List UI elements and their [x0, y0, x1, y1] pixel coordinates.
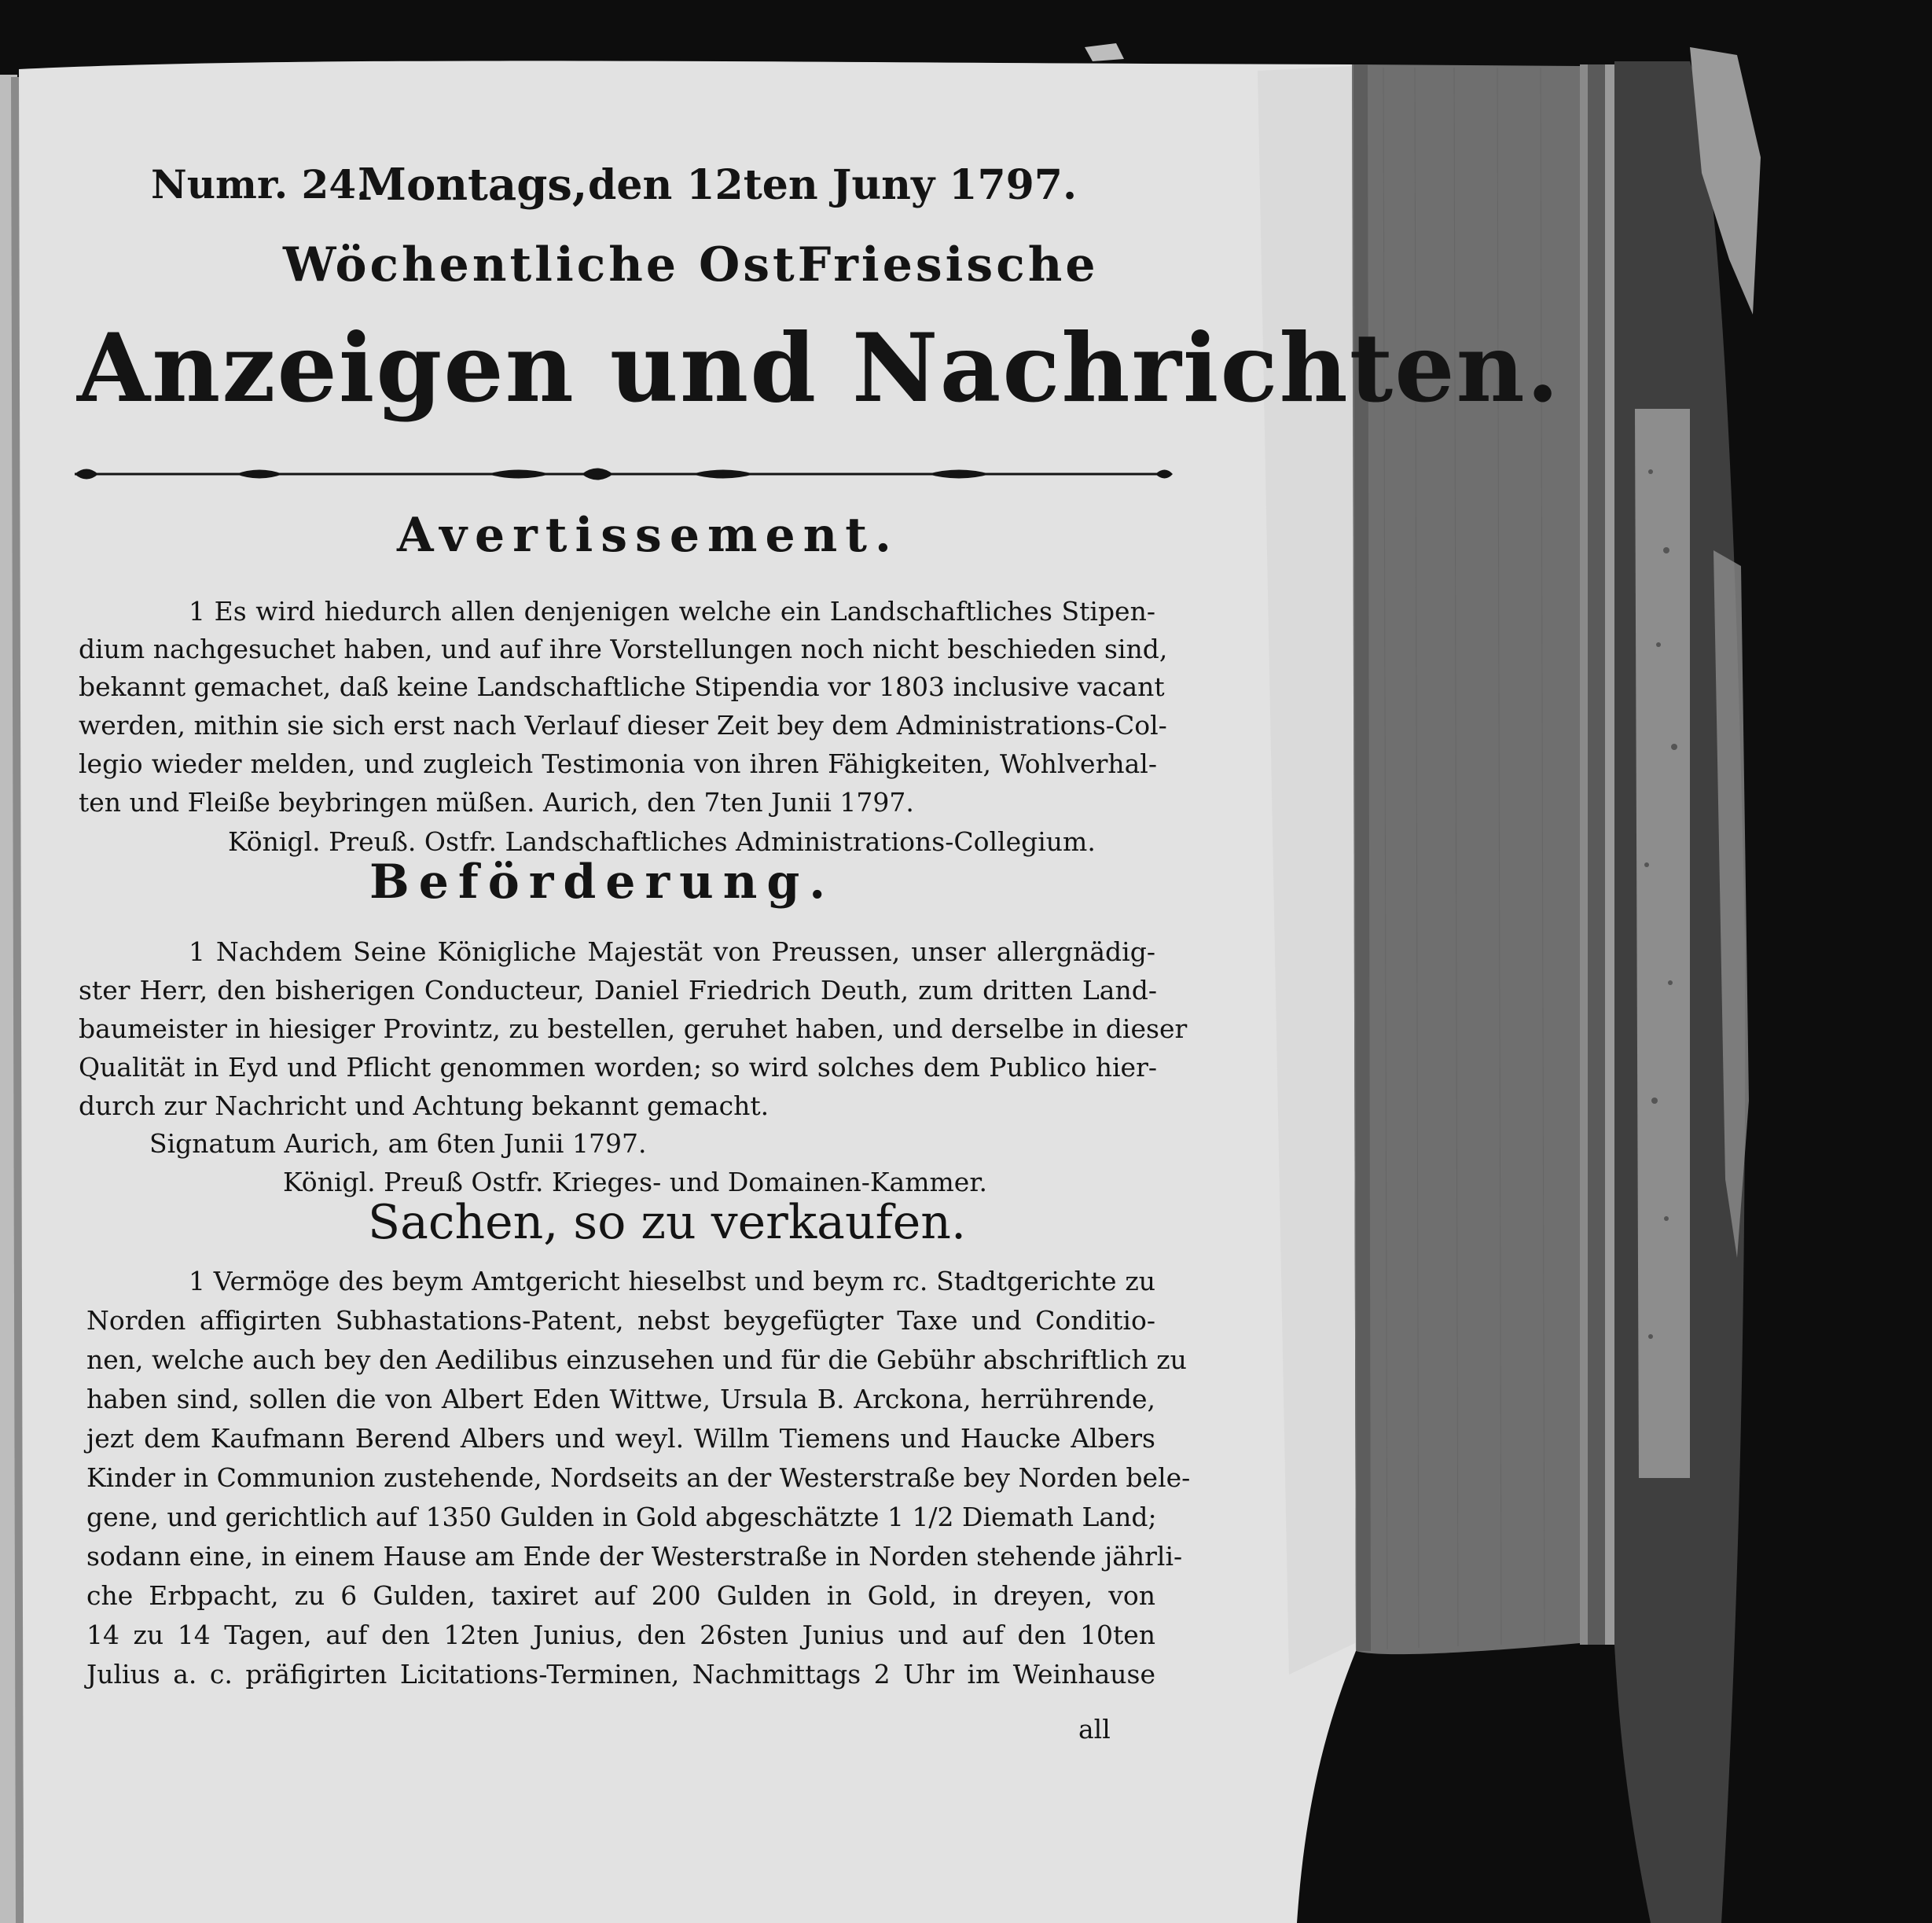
text-line: dium nachgesuchet haben, und auf ihre Vorstellungen noch nicht beschieden sind, — [79, 634, 1168, 664]
text-line: Kinder in Communion zustehende, Nordseits an der Westerstraße bey Norden bele- — [86, 1462, 1191, 1493]
signature-line: Königl. Preuß. Ostfr. Landschaftliches Administrations-Collegium. — [228, 826, 1096, 857]
masthead-line-2: Anzeigen und Nachrichten. — [77, 313, 1561, 424]
text-line: legio wieder melden, und zugleich Testimonia von ihren Fähigkeiten, Wohlverhal- — [79, 748, 1157, 779]
text-line: gene, und gerichtlich auf 1350 Gulden in Gold abgeschätzte 1 1/2 Diemath Land; — [86, 1502, 1157, 1532]
text-line: 1 Nachdem Seine Königliche Majestät von Preussen, unser allergnädig- — [189, 936, 1155, 967]
place-date-line: Signatum Aurich, am 6ten Junii 1797. — [149, 1128, 647, 1159]
text-line: nen, welche auch bey den Aedilibus einzusehen und für die Gebühr abschriftlich zu — [86, 1344, 1187, 1375]
text-line: 1 Es wird hiedurch allen denjenigen welche ein Landschaftliches Stipen- — [189, 596, 1155, 627]
text-line: Qualität in Eyd und Pflicht genommen worden; so wird solches dem Publico hier- — [79, 1052, 1157, 1083]
text-line: Julius a. c. präfigirten Licitations-Terminen, Nachmittags 2 Uhr im Weinhause — [86, 1659, 1155, 1690]
text-line: ten und Fleiße beybringen müßen. Aurich, den 7ten Junii 1797. — [79, 787, 914, 818]
catchword: all — [1078, 1714, 1111, 1745]
section-heading-avertissement: Avertissement. — [397, 508, 899, 563]
text-line: ster Herr, den bisherigen Conducteur, Daniel Friedrich Deuth, zum dritten Land- — [79, 975, 1157, 1006]
text-line: jezt dem Kaufmann Berend Albers und weyl. Willm Tiemens und Haucke Albers — [86, 1423, 1155, 1454]
text-line: werden, mithin sie sich erst nach Verlauf dieser Zeit bey dem Administrations-Col- — [79, 710, 1167, 741]
masthead-line-1: Wöchentliche OstFriesische — [283, 237, 1099, 292]
issue-weekday: Montags, — [358, 159, 588, 211]
issue-number: Numr. 24. — [151, 161, 370, 208]
text-line: Norden affigirten Subhastations-Patent, nebst beygefügter Taxe und Conditio- — [86, 1305, 1155, 1336]
signature-line: Königl. Preuß Ostfr. Krieges- und Domainen-Kammer. — [283, 1167, 987, 1197]
text-line: 1 Vermöge des beym Amtgericht hieselbst und beym rc. Stadtgerichte zu — [189, 1266, 1155, 1296]
text-line: bekannt gemachet, daß keine Landschaftliche Stipendia vor 1803 inclusive vacant — [79, 671, 1165, 702]
issue-date: den 12ten Juny 1797. — [588, 161, 1078, 209]
section-heading-sachen: Sachen, so zu verkaufen. — [368, 1195, 967, 1250]
text-line: che Erbpacht, zu 6 Gulden, taxiret auf 200 Gulden in Gold, in dreyen, von — [86, 1580, 1155, 1611]
text-line: haben sind, sollen die von Albert Eden Wittwe, Ursula B. Arckona, herrührende, — [86, 1384, 1155, 1414]
text-line: baumeister in hiesiger Provintz, zu bestellen, geruhet haben, und derselbe in dieser — [79, 1013, 1188, 1044]
section-heading-befoerderung: Beförderung. — [369, 855, 836, 910]
text-line: durch zur Nachricht und Achtung bekannt gemacht. — [79, 1090, 769, 1121]
text-line: 14 zu 14 Tagen, auf den 12ten Junius, den 26sten Junius und auf den 10ten — [86, 1620, 1155, 1650]
text-line: sodann eine, in einem Hause am Ende der Westerstraße in Norden stehende jährli- — [86, 1541, 1183, 1572]
